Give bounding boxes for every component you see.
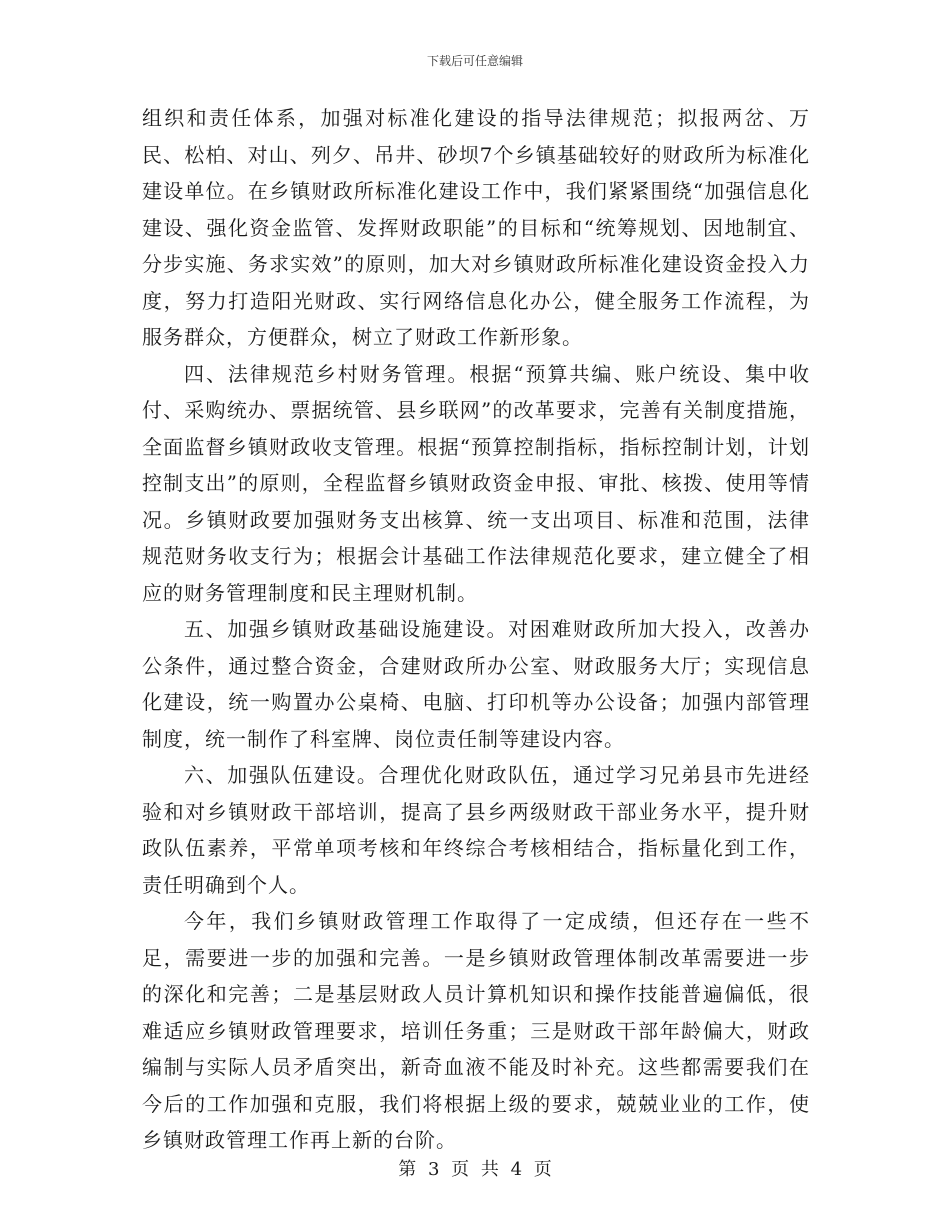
paragraph-3: 五、加强乡镇财政基础设施建设。对困难财政所加大投入，改善办公条件，通过整合资金，合建财政所办公室、财政服务大厅；实现信息化建设，统一购置办公桌椅、电脑、打印机等办公设备；加强内部管理制度，统一制作了科室牌、岗位责任制等建设内容。: [142, 617, 810, 751]
paragraph-5: 今年，我们乡镇财政管理工作取得了一定成绩，但还存在一些不足，需要进一步的加强和完善。一是乡镇财政管理体制改革需要进一步的深化和完善；二是基层财政人员计算机知识和操作技能普遍偏低，很难适应乡镇财政管理要求，培训任务重；三是财政干部年龄偏大，财政编制与实际人员矛盾突出，新奇血液不能及时补充。这些都需要我们在今后的工作加强和克服，我们将根据上级的要求，兢兢业业的工作，使乡镇财政管理工作再上新的台阶。: [142, 909, 810, 1152]
paragraph-2: 四、法律规范乡村财务管理。根据“预算共编、账户统设、集中收付、采购统办、票据统管、县乡联网”的改革要求，完善有关制度措施，全面监督乡镇财政收支管理。根据“预算控制指标，指标控制计划，计划控制支出”的原则，全程监督乡镇财政资金申报、审批、核拨、使用等情况。乡镇财政要加强财务支出核算、统一支出项目、标准和范围，法律规范财务收支行为；根据会计基础工作法律规范化要求，建立健全了相应的财务管理制度和民主理财机制。: [142, 361, 810, 605]
document-body: [142, 100, 810, 1159]
page-footer: 第 3 页 共 4 页: [398, 1159, 552, 1180]
page-header: 下载后可任意编辑: [426, 54, 523, 68]
paragraph-1: 组织和责任体系，加强对标准化建设的指导法律规范；拟报两岔、万民、松柏、对山、列夕、吊井、砂坝7个乡镇基础较好的财政所为标准化建设单位。在乡镇财政所标准化建设工作中，我们紧紧围绕“加强信息化建设、强化资金监管、发挥财政职能”的目标和“统筹规划、因地制宜、分步实施、务求实效”的原则，加大对乡镇财政所标准化建设资金投入力度，努力打造阳光财政、实行网络信息化办公，健全服务工作流程，为服务群众，方便群众，树立了财政工作新形象。: [142, 106, 810, 349]
paragraph-4: 六、加强队伍建设。合理优化财政队伍，通过学习兄弟县市先进经验和对乡镇财政干部培训，提高了县乡两级财政干部业务水平，提升财政队伍素养，平常单项考核和年终综合考核相结合，指标量化到工作，责任明确到个人。: [142, 763, 810, 897]
